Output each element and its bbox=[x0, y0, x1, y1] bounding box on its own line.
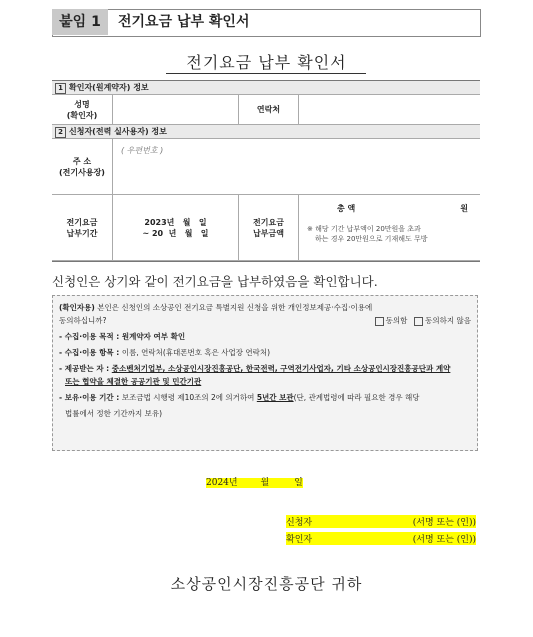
recipients-value-2: 또는 협약을 체결한 공공기관 및 민간기관 bbox=[65, 377, 202, 386]
section-2-title: 신청자(전력 실사용자) 정보 bbox=[69, 127, 167, 136]
purpose-value: 원계약자 여부 확인 bbox=[121, 332, 186, 341]
amount-note-2: 하는 경우 20만원으로 기재해도 무방 bbox=[315, 235, 428, 243]
date-month: 월 bbox=[260, 478, 270, 488]
document-title: 전기요금 납부 확인서 bbox=[186, 53, 347, 72]
amount-note-1: ※ 해당 기간 납부액이 20만원을 초과 bbox=[307, 225, 421, 233]
total-label: 총 액 bbox=[337, 204, 356, 213]
amount-label: 전기요금 납부금액 bbox=[239, 195, 299, 261]
date-line bbox=[206, 475, 303, 488]
signature-applicant-sign: (서명 또는 (인)) bbox=[412, 518, 476, 528]
amount-field[interactable] bbox=[299, 195, 480, 261]
signature-confirmer[interactable] bbox=[286, 532, 476, 545]
title-underline bbox=[166, 73, 366, 74]
signature-applicant[interactable] bbox=[286, 515, 476, 528]
consent-lead-text: 본인은 신청인의 소상공인 전기요금 특별지원 신청을 위한 개인정보제공·수집·이용에 bbox=[94, 303, 373, 312]
period-start: 2023년 월 일 bbox=[144, 217, 207, 227]
retention-label: - 보유·이용 기간 : bbox=[59, 393, 122, 402]
agree-checkbox[interactable] bbox=[375, 317, 384, 326]
name-label: 성명 (확인자) bbox=[52, 95, 113, 125]
retention-tail: (단, 관계법령에 따라 필요한 경우 해당 bbox=[293, 393, 420, 402]
recipients-value-1: 중소벤처기업부, 소상공인시장진흥공단, 한국전력, 구역전기사업자, 기타 소상공인시장진흥공단과 계약 bbox=[111, 364, 451, 373]
consent-question: 동의하십니까? bbox=[59, 316, 107, 325]
form-table bbox=[52, 80, 480, 262]
section-1-header bbox=[52, 81, 480, 95]
recipients-label: - 제공받는 자 : bbox=[59, 364, 112, 373]
contact-field[interactable] bbox=[299, 95, 480, 125]
period-label: 전기요금 납부기간 bbox=[52, 195, 113, 261]
signature-confirmer-role: 확인자 bbox=[286, 535, 313, 545]
addressee: 소상공인시장진흥공단 귀하 bbox=[170, 575, 363, 593]
attachment-label: 붙임 1 bbox=[52, 9, 108, 35]
address-label: 주 소 (전기사용장) bbox=[52, 139, 113, 195]
disagree-label: 동의하지 않음 bbox=[425, 316, 471, 325]
period-field[interactable] bbox=[113, 195, 239, 261]
date-day: 일 bbox=[294, 478, 303, 488]
retention-value-2: 법률에서 정한 기간까지 보유) bbox=[65, 409, 163, 418]
consent-lead-label: (확인자용) bbox=[59, 303, 95, 312]
confirm-sentence: 신청인은 상기와 같이 전기요금을 납부하였음을 확인합니다. bbox=[52, 274, 378, 289]
attachment-header bbox=[52, 9, 481, 37]
agree-label: 동의함 bbox=[385, 316, 408, 325]
purpose-label: - 수집·이용 목적 : bbox=[59, 332, 122, 341]
date-year: 2024년 bbox=[206, 478, 238, 488]
retention-bold: 5년간 보관 bbox=[256, 393, 294, 402]
address-field[interactable]: ( 우편번호 ) bbox=[113, 139, 480, 195]
attachment-title: 전기요금 납부 확인서 bbox=[118, 14, 250, 30]
period-end: ~ 20 년 월 일 bbox=[142, 228, 209, 238]
name-field[interactable] bbox=[113, 95, 239, 125]
total-unit: 원 bbox=[460, 204, 468, 213]
signature-applicant-role: 신청자 bbox=[286, 518, 313, 528]
section-1-title: 확인자(원계약자) 정보 bbox=[69, 83, 149, 92]
disagree-checkbox[interactable] bbox=[414, 317, 423, 326]
consent-box bbox=[52, 295, 478, 451]
items-label: - 수집·이용 항목 : bbox=[59, 348, 122, 357]
retention-value: 보조금법 시행령 제10조의 2에 의거하여 bbox=[121, 393, 257, 402]
section-2-number: 2 bbox=[55, 127, 66, 138]
section-1-number: 1 bbox=[55, 83, 66, 94]
items-value: 이름, 연락처(휴대폰번호 혹은 사업장 연락처) bbox=[121, 348, 271, 357]
section-2-header bbox=[52, 125, 480, 139]
signature-confirmer-sign: (서명 또는 (인)) bbox=[412, 535, 476, 545]
contact-label: 연락처 bbox=[239, 95, 299, 125]
